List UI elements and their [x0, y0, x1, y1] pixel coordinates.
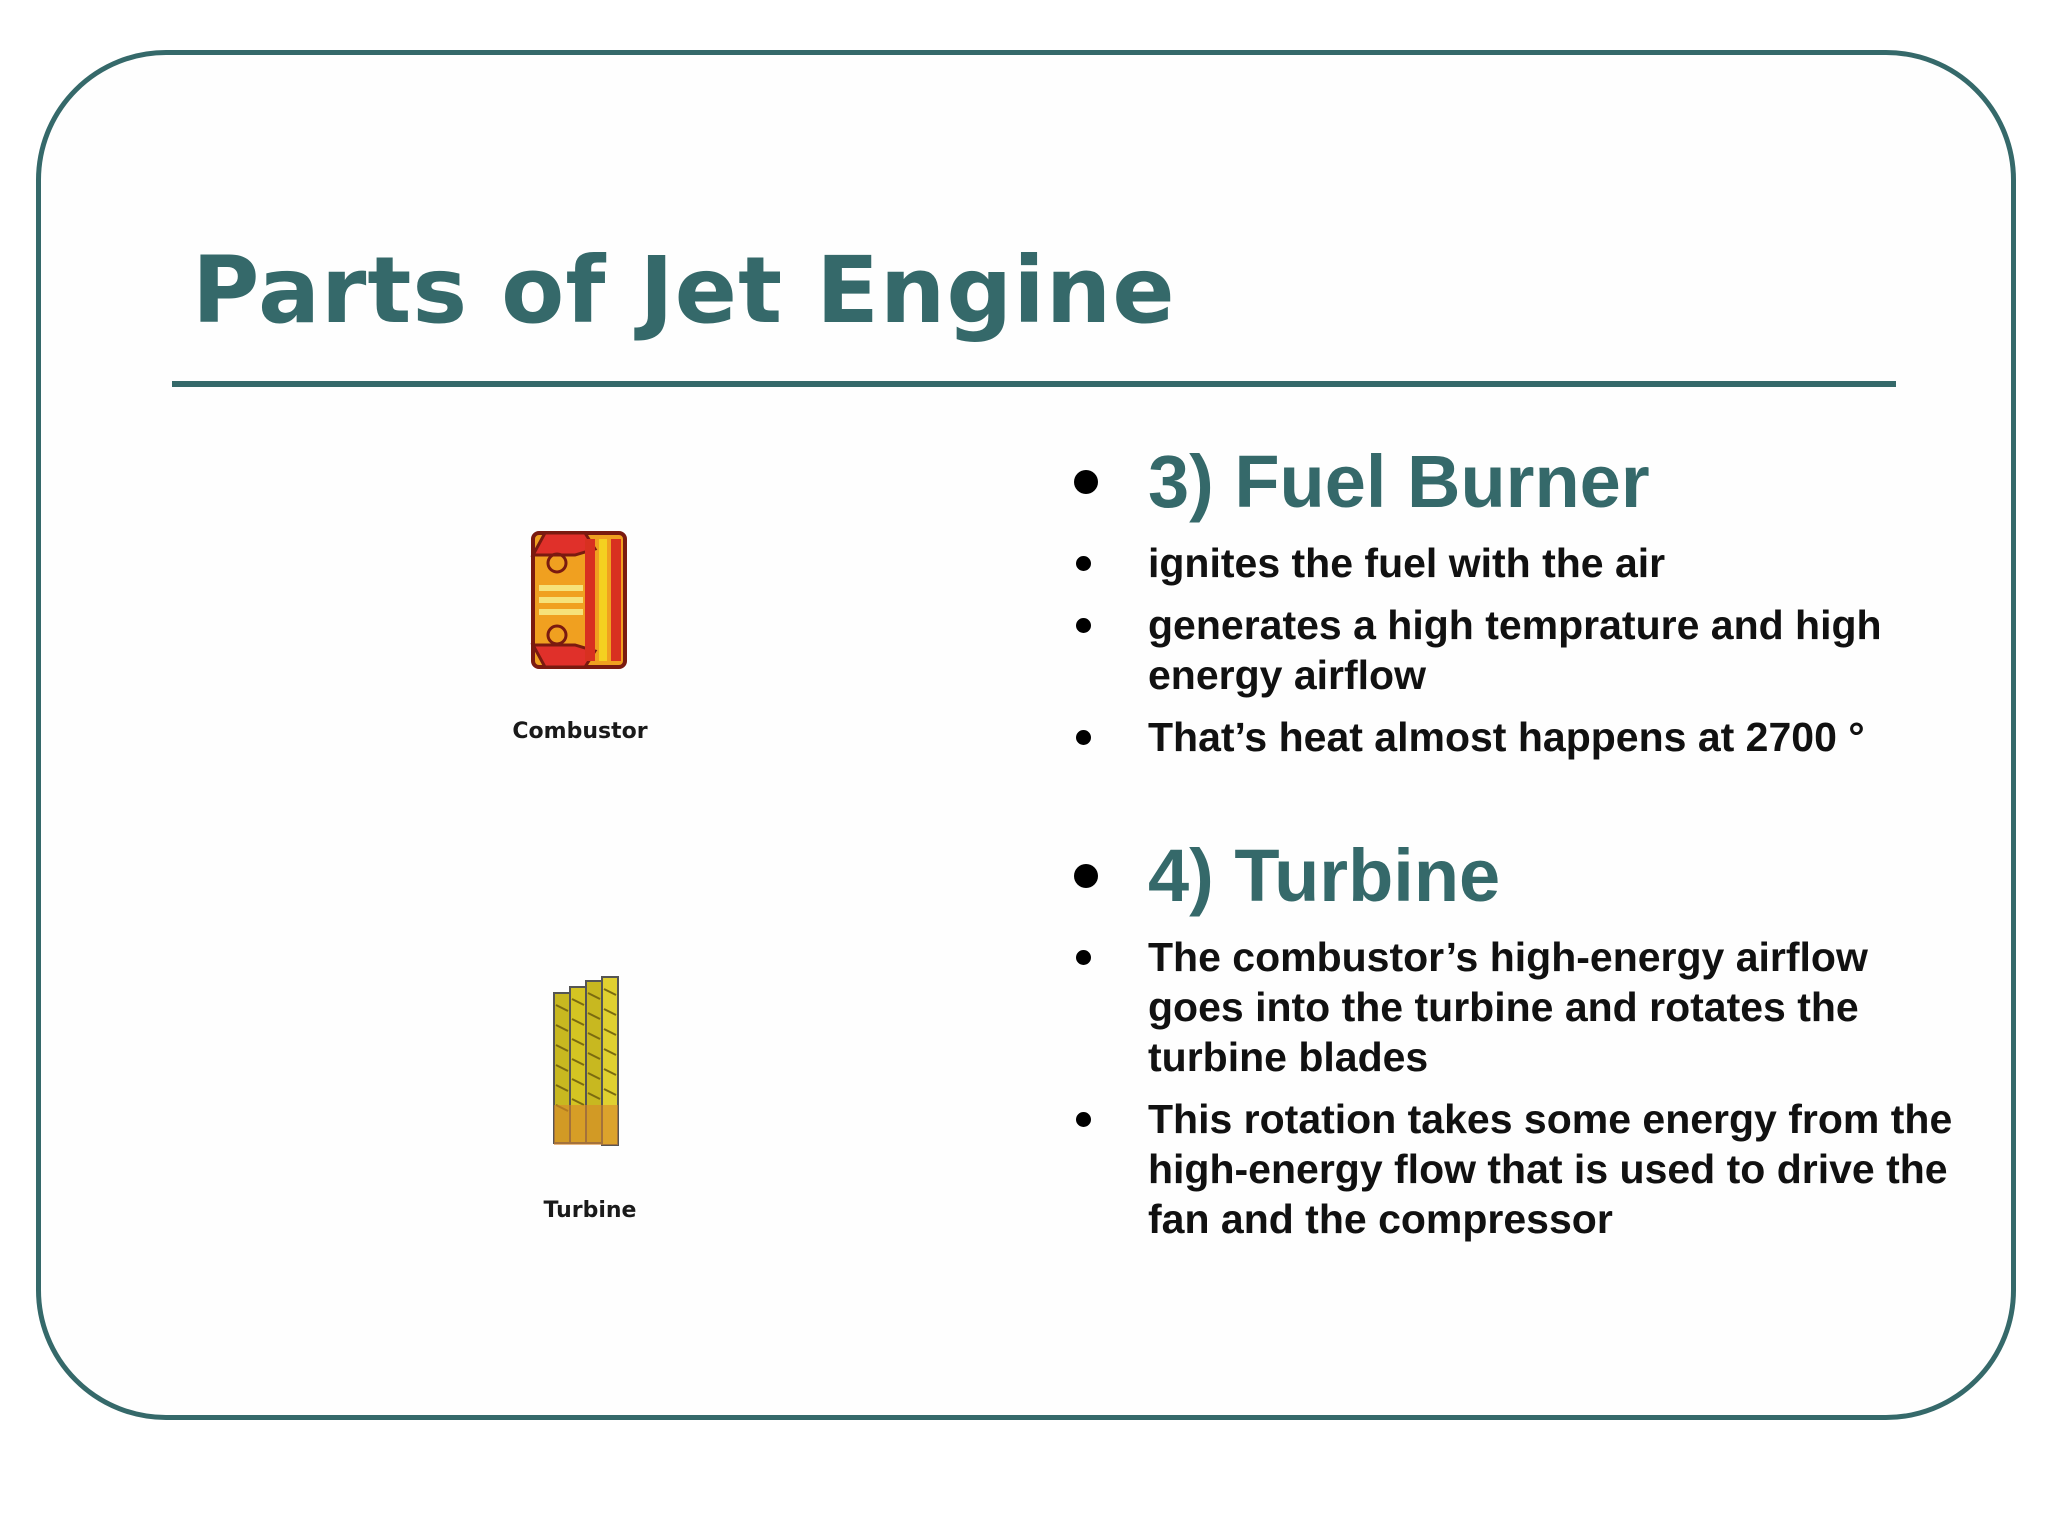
turbine-label: Turbine	[543, 1198, 637, 1223]
section-heading-text: 3) Fuel Burner	[1148, 440, 1650, 523]
list-item-text: ignites the fuel with the air	[1148, 540, 1666, 586]
list-item	[1070, 600, 1970, 700]
content-column	[1070, 438, 1970, 1244]
bullet-icon	[1076, 618, 1091, 633]
list-item-text: generates a high temprature and high energy airflow	[1148, 602, 1882, 698]
list-item-text: The combustor’s high-energy airflow goes into the turbine and rotates the turbine blades	[1148, 934, 1868, 1080]
turbine-figure	[480, 975, 700, 1223]
section-heading-text: 4) Turbine	[1148, 834, 1501, 917]
list-item	[1070, 712, 1970, 762]
bullet-icon	[1076, 1112, 1091, 1127]
turbine-icon	[540, 975, 640, 1160]
list-item	[1070, 1094, 1970, 1244]
section-heading-fuel-burner	[1070, 438, 1970, 526]
combustor-label: Combustor	[512, 719, 648, 744]
bullet-icon	[1074, 470, 1098, 494]
title-divider	[172, 381, 1896, 387]
combustor-icon	[525, 525, 635, 675]
list-item-text: This rotation takes some energy from the high-energy flow that is used to drive the fan and the compressor	[1148, 1096, 1953, 1242]
list-item	[1070, 932, 1970, 1082]
list-item-text: That’s heat almost happens at 2700 °	[1148, 714, 1865, 760]
slide-title: Parts of Jet Engine	[192, 237, 1176, 344]
bullet-icon	[1076, 730, 1091, 745]
section-heading-turbine	[1070, 832, 1970, 920]
bullet-icon	[1076, 556, 1091, 571]
bullet-icon	[1076, 950, 1091, 965]
bullet-icon	[1074, 864, 1098, 888]
section-gap	[1070, 762, 1970, 832]
list-item	[1070, 538, 1970, 588]
combustor-figure	[470, 525, 690, 744]
